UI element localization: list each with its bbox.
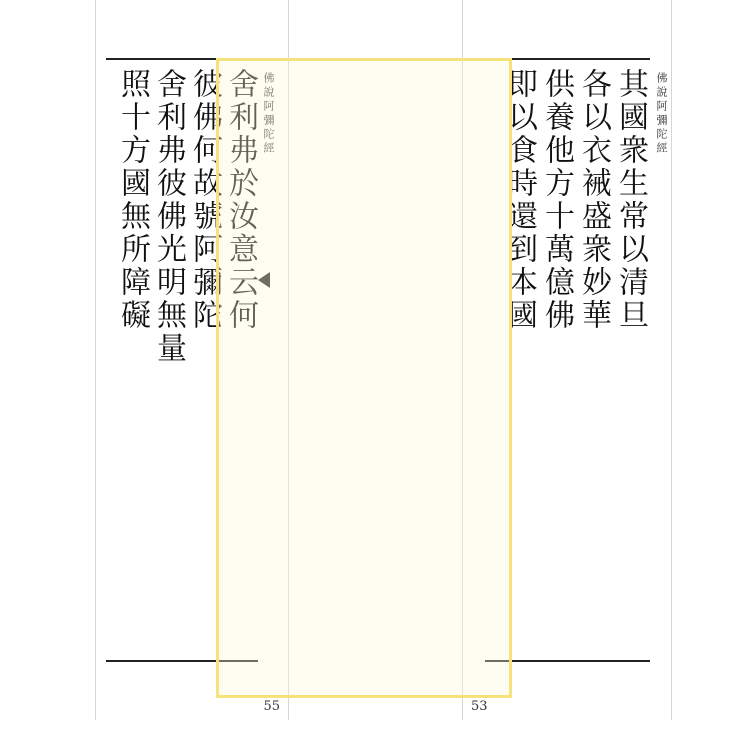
scripture-column: 即以食時還到本國 xyxy=(502,68,537,332)
selection-highlight[interactable] xyxy=(216,58,512,698)
scripture-column: 供養他方十萬億佛 xyxy=(539,68,574,332)
page-number: 53 xyxy=(471,699,488,714)
page-number: 55 xyxy=(263,699,280,714)
running-title: 佛說阿彌陀經 xyxy=(655,72,668,156)
scripture-column: 其國衆生常以清旦 xyxy=(613,68,648,332)
scripture-column: 照十方國無所障礙 xyxy=(115,68,150,332)
scripture-column: 舍利弗彼佛光明無量 xyxy=(151,68,186,365)
scripture-column: 舍利弗於汝意云何 xyxy=(223,68,258,332)
scripture-column: 各以衣裓盛衆妙華 xyxy=(576,68,611,332)
running-title: 佛說阿彌陀經 xyxy=(262,72,275,156)
scripture-column: 彼佛何故號阿彌陀 xyxy=(187,68,222,332)
